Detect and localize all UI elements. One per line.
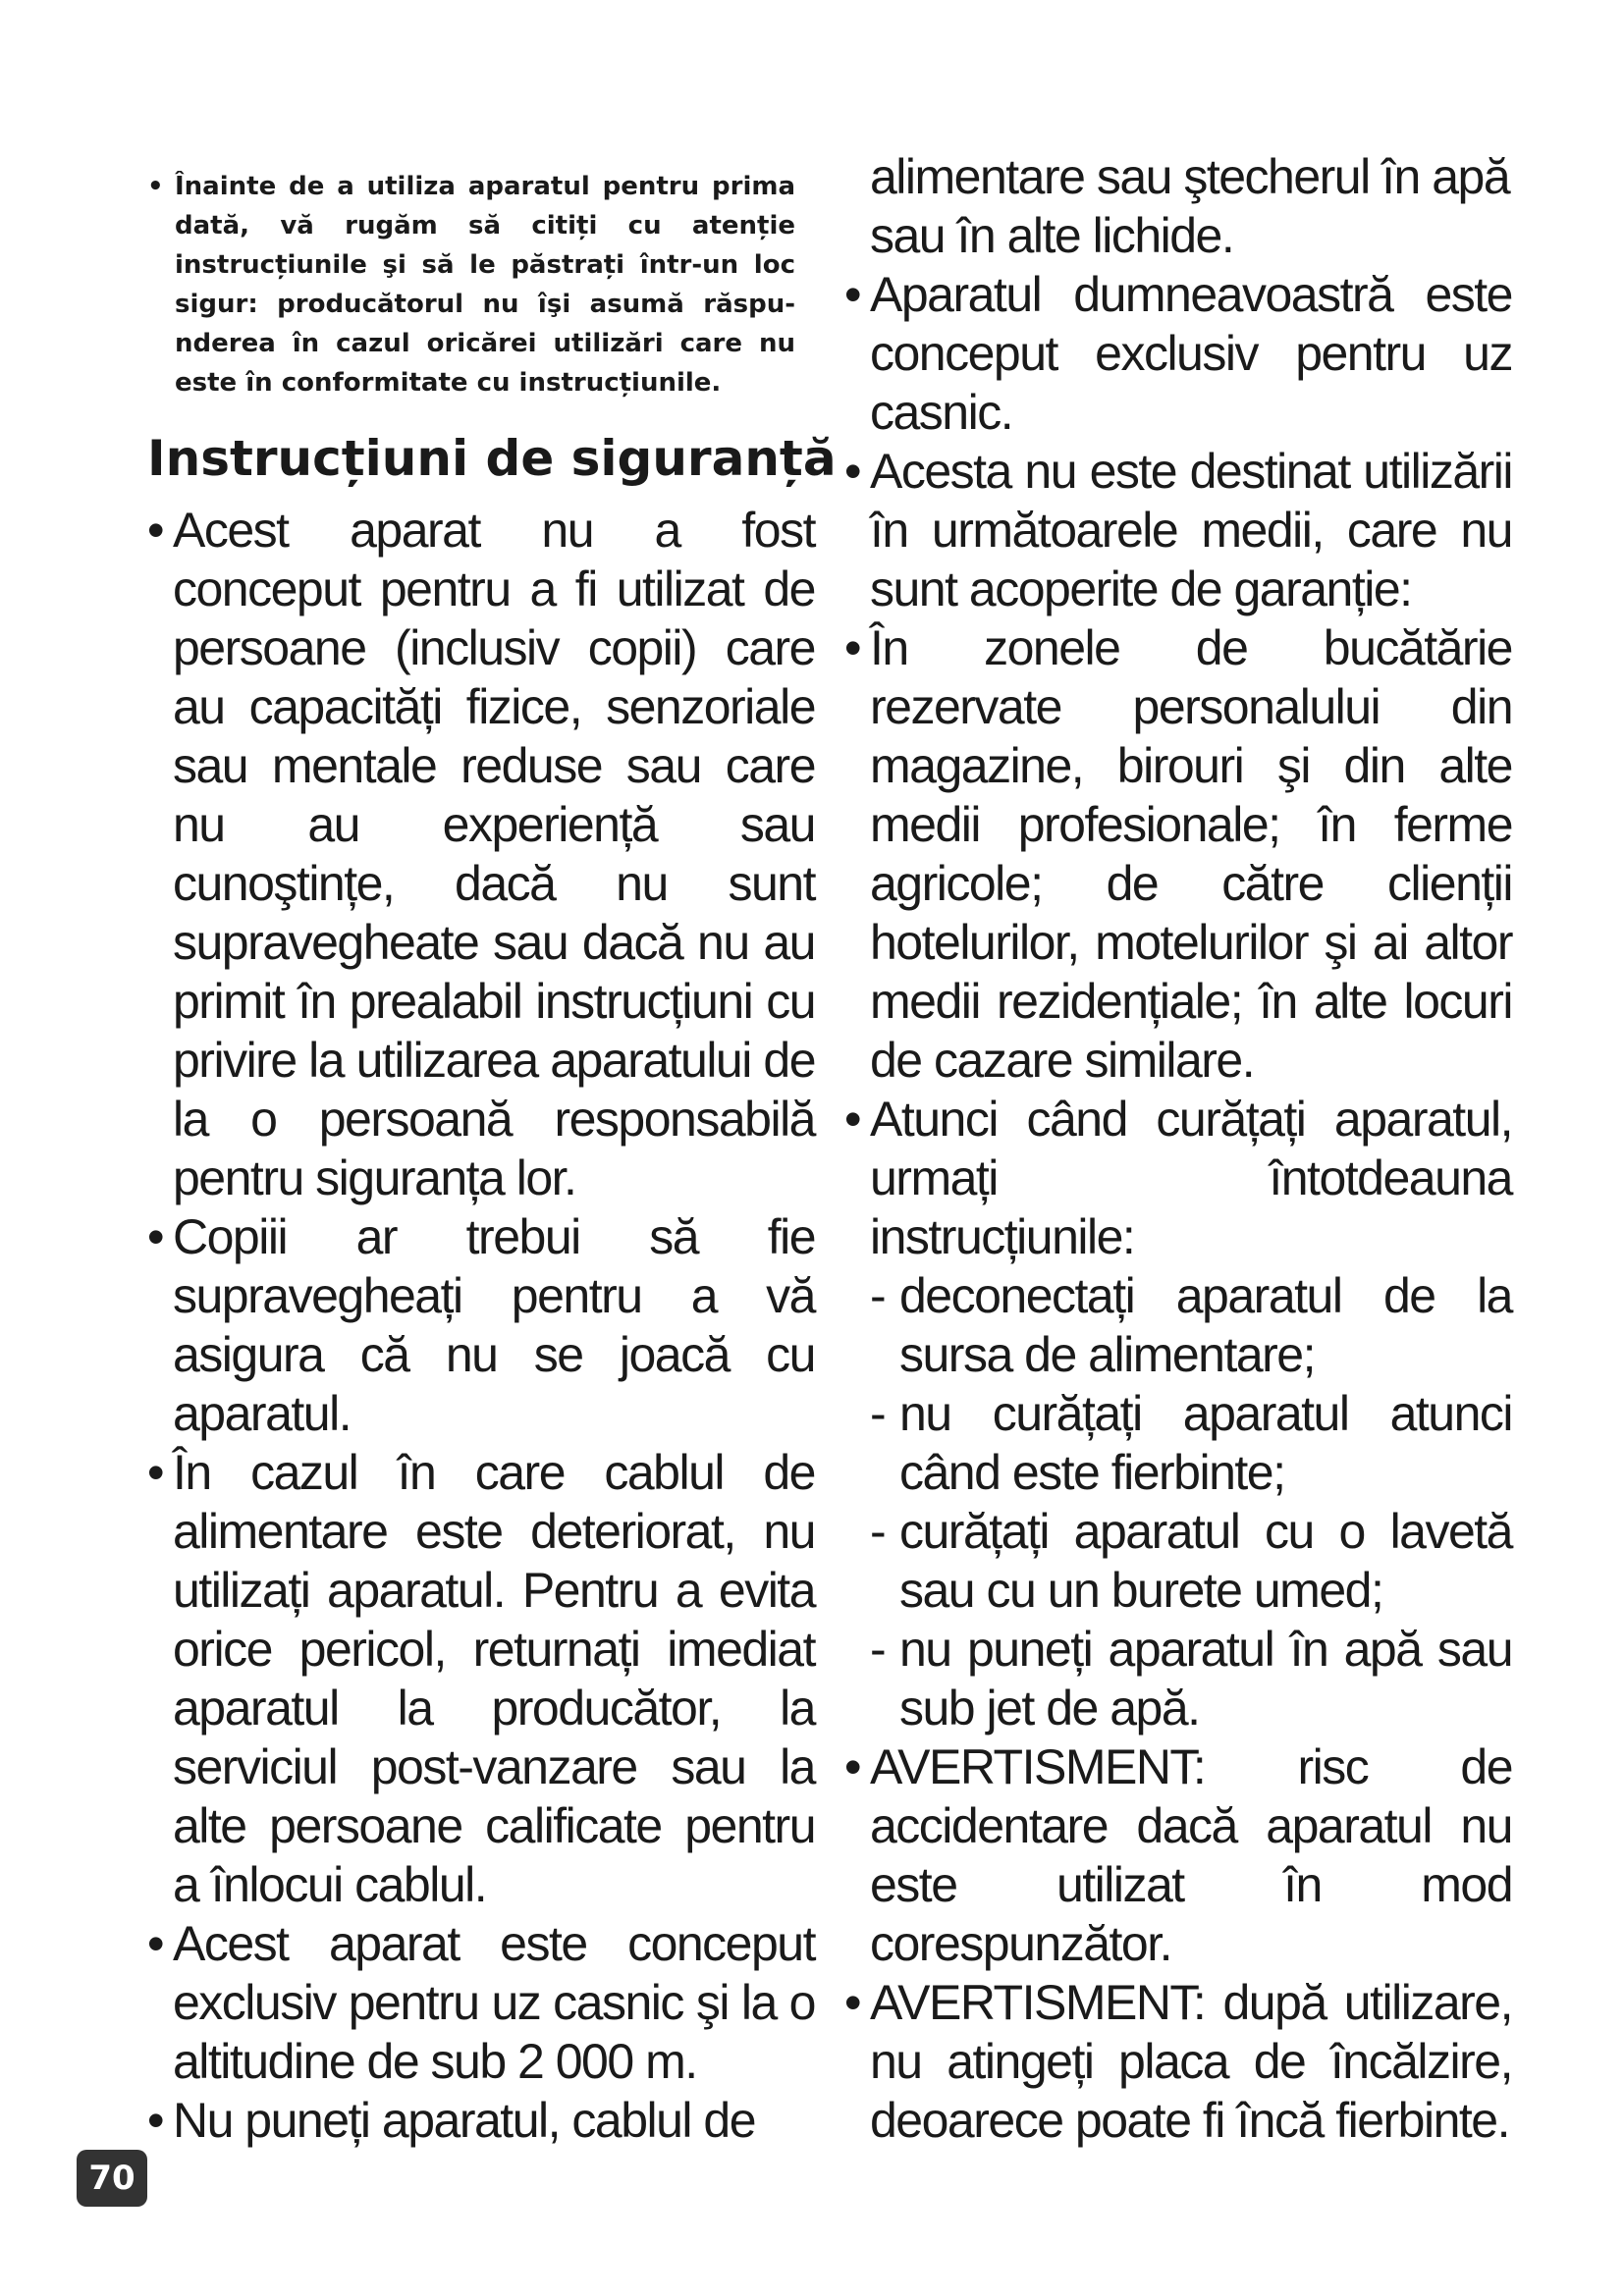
dash: -: [870, 1504, 886, 1559]
bullet: •: [844, 444, 861, 499]
cleaning-step-text: curățați aparatul cu o lavetă sau cu un burete umed;: [899, 1504, 1512, 1618]
cleaning-step: [844, 1620, 1512, 1737]
safety-item: [844, 618, 1512, 1090]
bullet: •: [147, 2093, 164, 2148]
safety-item-text: Aparatul dumneavoastră este conceput exclusiv pentru uz casnic.: [870, 267, 1512, 440]
bullet: •: [147, 172, 164, 201]
cleaning-step: [844, 1266, 1512, 1384]
cleaning-step-text: nu curățați aparatul atunci când este fierbinte;: [899, 1386, 1512, 1500]
safety-item: [147, 1443, 815, 1914]
bullet: •: [844, 620, 861, 675]
cleaning-step-text: nu puneți aparatul în apă sau sub jet de apă.: [899, 1622, 1512, 1735]
dash: -: [870, 1268, 886, 1323]
intro-text: Înainte de a utiliza aparatul pentru prima dată, vă rugăm să citiți cu atenție instrucțiunile şi să le păstrați într-un loc sigur: producătorul nu îşi asumă răspu-nderea în cazul oricărei utilizări care nu este în conformitate cu instrucțiunile.: [175, 172, 795, 398]
safety-heading: Instrucțiuni de siguranță: [147, 430, 837, 487]
safety-item-text: În zonele de bucătărie rezervate personalului din magazine, birouri şi din alte medii profesionale; în ferme agricole; de către clienții hotelurilor, motelurilor şi ai altor medii rezidențiale; în alte locuri de cazare similare.: [870, 620, 1512, 1088]
warning-item: [844, 1973, 1512, 2150]
cleaning-step-text: deconectați aparatul de la sursa de alimentare;: [899, 1268, 1512, 1382]
cleaning-step: [844, 1502, 1512, 1620]
left-column: [147, 147, 837, 2150]
bullet: •: [844, 1739, 861, 1794]
continued-text: alimentare sau ştecherul în apă sau în alte lichide.: [870, 149, 1510, 263]
bullet: •: [844, 267, 861, 322]
safety-item: [844, 265, 1512, 442]
safety-item-text: În cazul în care cablul de alimentare este deteriorat, nu utilizați aparatul. Pentru a evita orice pericol, returnați imediat aparatul la producător, la serviciul post-vanzare sau la alte persoane calificate pentru a înlocui cablul.: [173, 1445, 815, 1912]
right-column: [844, 147, 1512, 2150]
bullet: •: [147, 1916, 164, 1971]
safety-item: [147, 1914, 815, 2091]
page-number: 70: [77, 2150, 147, 2207]
cleaning-step: [844, 1384, 1512, 1502]
safety-item-text: Nu puneți aparatul, cablul de: [173, 2093, 756, 2148]
dash: -: [870, 1622, 886, 1677]
safety-item: [147, 2091, 815, 2150]
safety-item: [844, 1090, 1512, 1266]
safety-item: [147, 501, 815, 1207]
bullet: •: [844, 1975, 861, 2030]
bullet: •: [147, 503, 164, 558]
safety-item-text: Acest aparat nu a fost conceput pentru a fi utilizat de persoane (inclusiv copii) care au capacități fizice, senzoriale sau mentale reduse sau care nu au experiență sau cunoştințe, dacă nu sunt supravegheate sau dacă nu au primit în prealabil instrucțiuni cu privire la utilizarea aparatului de la o persoană responsabilă pentru siguranța lor.: [173, 503, 815, 1205]
bullet: •: [844, 1092, 861, 1147]
safety-item-text: Copiii ar trebui să fie supravegheați pentru a vă asigura că nu se joacă cu aparatul.: [173, 1209, 815, 1441]
safety-item-text: Acest aparat este conceput exclusiv pentru uz casnic şi la o altitudine de sub 2 000 m.: [173, 1916, 815, 2089]
intro-paragraph: [147, 167, 815, 402]
safety-item-text: Atunci când curățați aparatul, urmați întotdeauna instrucțiunile:: [870, 1092, 1512, 1264]
bullet: •: [147, 1209, 164, 1264]
safety-item-text: Acesta nu este destinat utilizării în următoarele medii, care nu sunt acoperite de garanție:: [870, 444, 1512, 616]
safety-item: [844, 442, 1512, 618]
dash: -: [870, 1386, 886, 1441]
warning-item: [844, 1737, 1512, 1973]
warning-text: AVERTISMENT: risc de accidentare dacă aparatul nu este utilizat în mod corespunzător.: [870, 1739, 1512, 1971]
bullet: •: [147, 1445, 164, 1500]
warning-text: AVERTISMENT: după utilizare, nu atingeți placa de încălzire, deoarece poate fi încă fierbinte.: [870, 1975, 1512, 2148]
safety-item: [147, 1207, 815, 1443]
